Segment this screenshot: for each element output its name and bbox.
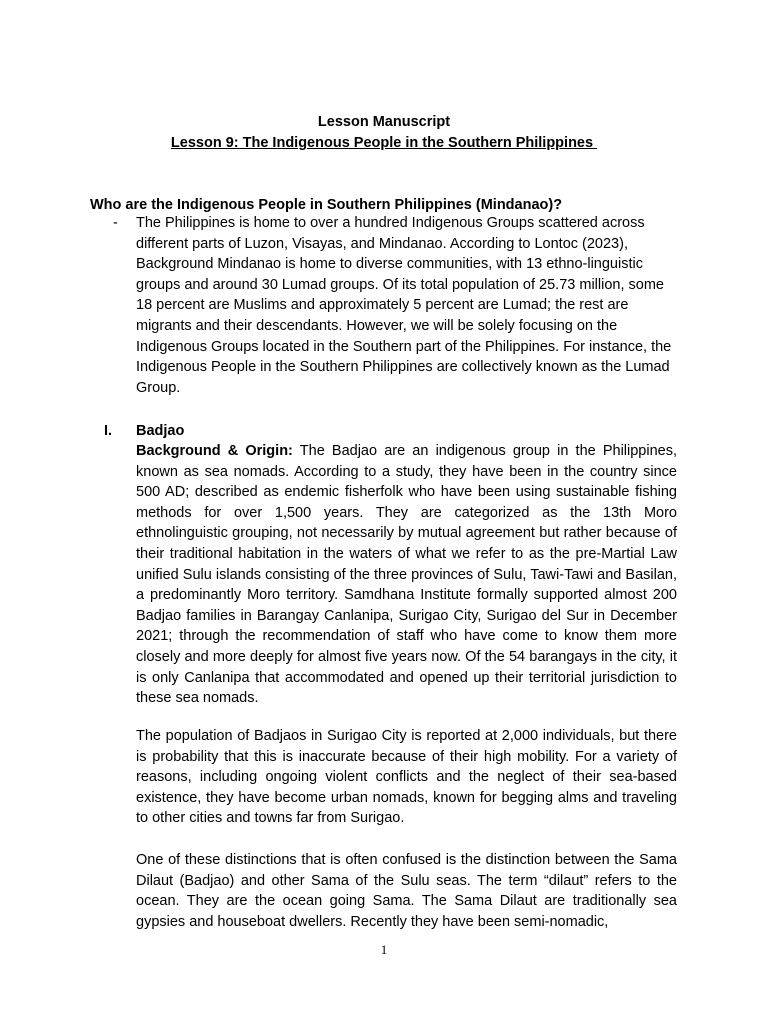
section-numeral: I. bbox=[104, 423, 113, 439]
document-title: Lesson Manuscript bbox=[317, 114, 451, 130]
population-paragraph: The population of Badjaos in Surigao City is reported at 2,000 individuals, but there is probability that this is inaccurate because of their high mobility. For a variety of reasons, including ongoing violent conflicts and the neglect of their sea-based existence, they have become urban nomads, known for begging alms and traveling to other cities and towns far from Surigao. bbox=[136, 728, 677, 827]
page-number: 1 bbox=[380, 942, 388, 957]
distinction-paragraph: One of these distinctions that is often confused is the distinction between the Sama Dilaut (Badjao) and other Sama of the Sulu seas. The term “dilaut” refers to the ocean. They are the ocean going Sama. The Sama Dilaut are traditionally sea gypsies and houseboat dwellers. Recently they have been semi-nomadic, bbox=[136, 852, 677, 930]
question-heading: Who are the Indigenous People in Southern Philippines (Mindanao)? bbox=[90, 197, 563, 213]
bullet-marker: - bbox=[113, 215, 118, 231]
background-label: Background & Origin: bbox=[136, 443, 293, 459]
background-text: The Badjao are an indigenous group in the Philippines, known as sea nomads. According to a study, they have been in the country since 500 AD; described as endemic fisherfolk who have been using sustainable fishing methods for over 1,500 years. They are categorized as the 13th Moro ethnolinguistic grouping, not necessarily by mutual agreement but rather because of their traditional habitation in the waters of what we refer to as the pre-Martial Law unified Sulu islands consisting of the three provinces of Sulu, Tawi-Tawi and Basilan, a predominantly Moro territory. Samdhana Institute formally supported almost 200 Badjao families in Barangay Canlanipa, Surigao City, Surigao del Sur in December 2021; through the recommendation of staff who have come to know them more closely and more deeply for almost five years now. Of the 54 barangays in the city, it is only Canlanipa that accommodated and opened up their territorial jurisdiction to these sea nomads. bbox=[136, 443, 677, 707]
section-heading: Badjao bbox=[136, 423, 185, 439]
intro-paragraph: The Philippines is home to over a hundred Indigenous Groups scattered across different parts of Luzon, Visayas, and Mindanao. According to Lontoc (2023), Background Mindanao is home to diverse communities, with 13 ethno-linguistic groups and around 30 Lumad groups. Of its total population of 25.73 million, some 18 percent are Muslims and approximately 5 percent are Lumad; the rest are migrants and their descendants. However, we will be solely focusing on the Indigenous Groups located in the Southern part of the Philippines. For instance, the Indigenous People in the Southern Philippines are collectively known as the Lumad Group. bbox=[136, 215, 672, 396]
background-paragraph bbox=[136, 441, 677, 709]
lesson-subtitle: Lesson 9: The Indigenous People in the Southern Philippines bbox=[170, 135, 598, 151]
